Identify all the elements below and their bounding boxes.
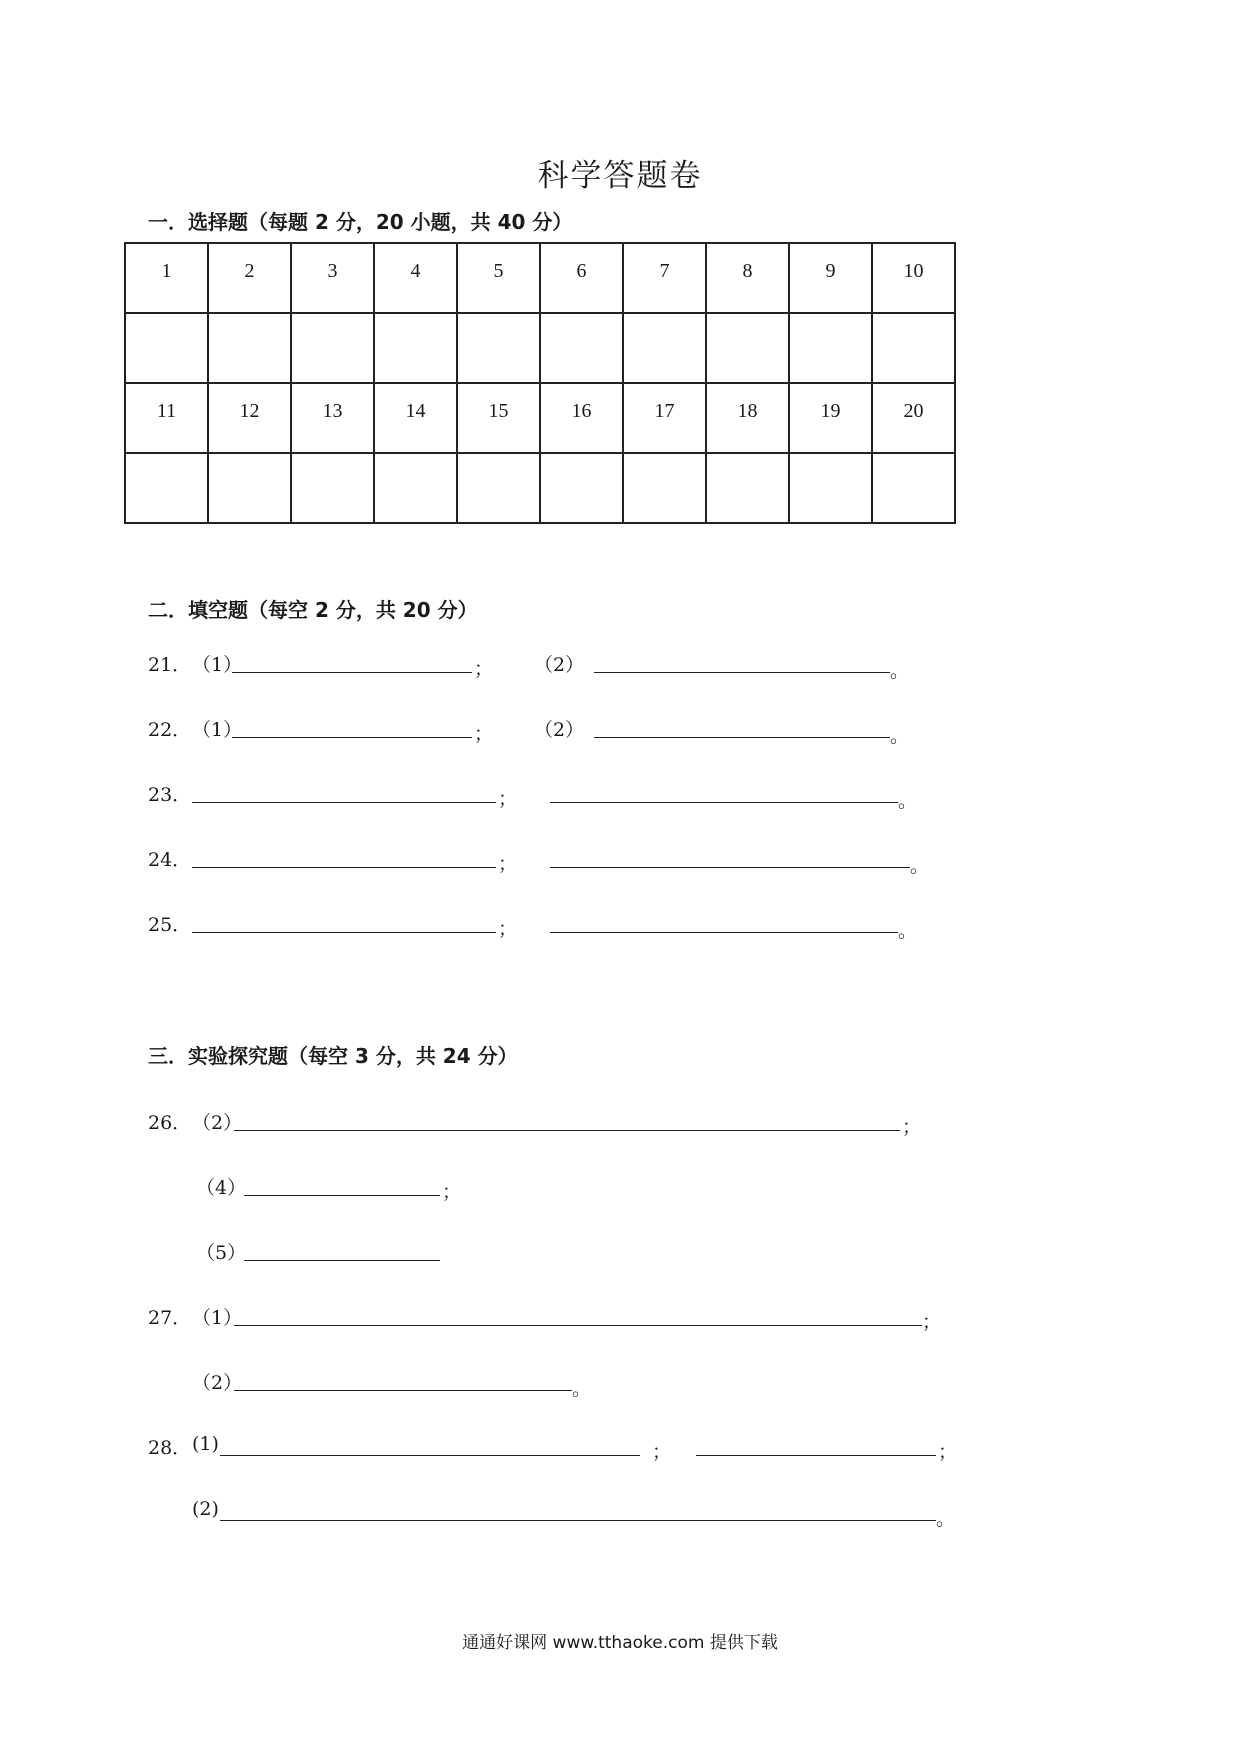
question-number: 19: [789, 383, 872, 453]
question-28-separator-1: ；: [652, 1441, 672, 1463]
answer-row: [125, 313, 955, 383]
choice-answer-grid: [124, 242, 956, 524]
answer-cell[interactable]: [623, 313, 706, 383]
question-26-number: 26．: [148, 1112, 192, 1134]
answer-cell[interactable]: [291, 453, 374, 523]
footer-credit: 通通好课网 www.tthaoke.com 提供下载: [462, 1633, 778, 1653]
question-23-blank-2[interactable]: [550, 802, 898, 803]
question-24-end: 。: [910, 855, 930, 877]
question-25-end: 。: [898, 920, 918, 942]
question-number: 13: [291, 383, 374, 453]
question-number-row: [125, 383, 955, 453]
question-22-blank-1[interactable]: [232, 737, 472, 738]
question-27-part-1-label: （1）: [192, 1307, 243, 1329]
question-25-blank-2[interactable]: [550, 932, 898, 933]
answer-cell[interactable]: [789, 313, 872, 383]
question-26-part-5-label: （5）: [196, 1242, 247, 1264]
question-21-blank-2[interactable]: [594, 672, 890, 673]
question-25-blank-1[interactable]: [192, 932, 496, 933]
section-3-heading: 三．实验探究题（每空 3 分，共 24 分）: [148, 1044, 518, 1068]
question-23-number: 23．: [148, 784, 192, 806]
question-27-number: 27．: [148, 1307, 192, 1329]
answer-cell[interactable]: [706, 453, 789, 523]
answer-cell[interactable]: [540, 313, 623, 383]
question-27-separator-1: ；: [922, 1311, 942, 1333]
question-24-separator: ；: [498, 853, 518, 875]
question-number: 7: [623, 243, 706, 313]
question-number: 5: [457, 243, 540, 313]
question-number: 4: [374, 243, 457, 313]
section-1-heading: 一．选择题（每题 2 分，20 小题，共 40 分）: [148, 210, 573, 234]
answer-cell[interactable]: [623, 453, 706, 523]
answer-cell[interactable]: [706, 313, 789, 383]
question-number: 15: [457, 383, 540, 453]
question-number: 9: [789, 243, 872, 313]
question-28-blank-1b[interactable]: [696, 1455, 936, 1456]
question-26-blank-5[interactable]: [244, 1260, 440, 1261]
question-number: 14: [374, 383, 457, 453]
section-2-heading: 二．填空题（每空 2 分，共 20 分）: [148, 598, 478, 622]
question-28-blank-2[interactable]: [220, 1520, 936, 1521]
question-23-separator: ；: [498, 788, 518, 810]
question-26-part-4-label: （4）: [196, 1177, 247, 1199]
question-22-blank-2[interactable]: [594, 737, 890, 738]
answer-cell[interactable]: [457, 313, 540, 383]
question-27-blank-2[interactable]: [234, 1390, 572, 1391]
question-number: 2: [208, 243, 291, 313]
answer-cell[interactable]: [789, 453, 872, 523]
question-number: 20: [872, 383, 955, 453]
question-28-part-1-label: (1): [192, 1433, 219, 1455]
question-24-blank-1[interactable]: [192, 867, 496, 868]
answer-cell[interactable]: [374, 453, 457, 523]
question-number-row: [125, 243, 955, 313]
answer-cell[interactable]: [872, 313, 955, 383]
question-number: 6: [540, 243, 623, 313]
question-number: 11: [125, 383, 208, 453]
question-23-end: 。: [898, 790, 918, 812]
question-number: 3: [291, 243, 374, 313]
question-26-blank-2[interactable]: [234, 1130, 900, 1131]
question-number: 1: [125, 243, 208, 313]
question-number: 10: [872, 243, 955, 313]
question-27-part-2-label: （2）: [192, 1372, 243, 1394]
question-24-number: 24．: [148, 849, 192, 871]
question-21-number: 21．: [148, 654, 192, 676]
answer-row: [125, 453, 955, 523]
question-28-part-2-label: (2): [192, 1498, 219, 1520]
answer-cell[interactable]: [457, 453, 540, 523]
answer-cell[interactable]: [125, 313, 208, 383]
question-27-end-2: 。: [572, 1378, 592, 1400]
question-25-separator: ；: [498, 918, 518, 940]
question-26-part-2-label: （2）: [192, 1112, 243, 1134]
question-22-end: 。: [890, 725, 910, 747]
page-title: 科学答题卷: [537, 158, 703, 194]
question-21-end: 。: [890, 660, 910, 682]
answer-cell[interactable]: [208, 313, 291, 383]
question-21-separator: ；: [474, 658, 494, 680]
answer-cell[interactable]: [540, 453, 623, 523]
question-21-blank-1[interactable]: [232, 672, 472, 673]
question-26-separator-4: ；: [442, 1181, 462, 1203]
question-25-number: 25．: [148, 914, 192, 936]
question-number: 18: [706, 383, 789, 453]
question-27-blank-1[interactable]: [234, 1325, 922, 1326]
question-28-end-2: 。: [936, 1508, 956, 1530]
question-22-number: 22．: [148, 719, 192, 741]
question-26-separator-2: ；: [902, 1116, 922, 1138]
question-number: 8: [706, 243, 789, 313]
question-24-blank-2[interactable]: [550, 867, 910, 868]
question-28-blank-1a[interactable]: [220, 1455, 640, 1456]
question-23-blank-1[interactable]: [192, 802, 496, 803]
answer-cell[interactable]: [125, 453, 208, 523]
answer-cell[interactable]: [872, 453, 955, 523]
question-22-separator: ；: [474, 723, 494, 745]
question-26-blank-4[interactable]: [244, 1195, 440, 1196]
answer-cell[interactable]: [291, 313, 374, 383]
question-21-part-1-label: （1）: [192, 654, 243, 676]
question-28-number: 28．: [148, 1437, 192, 1459]
question-22-part-2-label: （2）: [534, 719, 585, 741]
question-21-part-2-label: （2）: [534, 654, 585, 676]
question-number: 12: [208, 383, 291, 453]
question-22-part-1-label: （1）: [192, 719, 243, 741]
question-number: 16: [540, 383, 623, 453]
question-number: 17: [623, 383, 706, 453]
question-28-separator-1b: ；: [938, 1441, 958, 1463]
answer-cell[interactable]: [374, 313, 457, 383]
answer-cell[interactable]: [208, 453, 291, 523]
